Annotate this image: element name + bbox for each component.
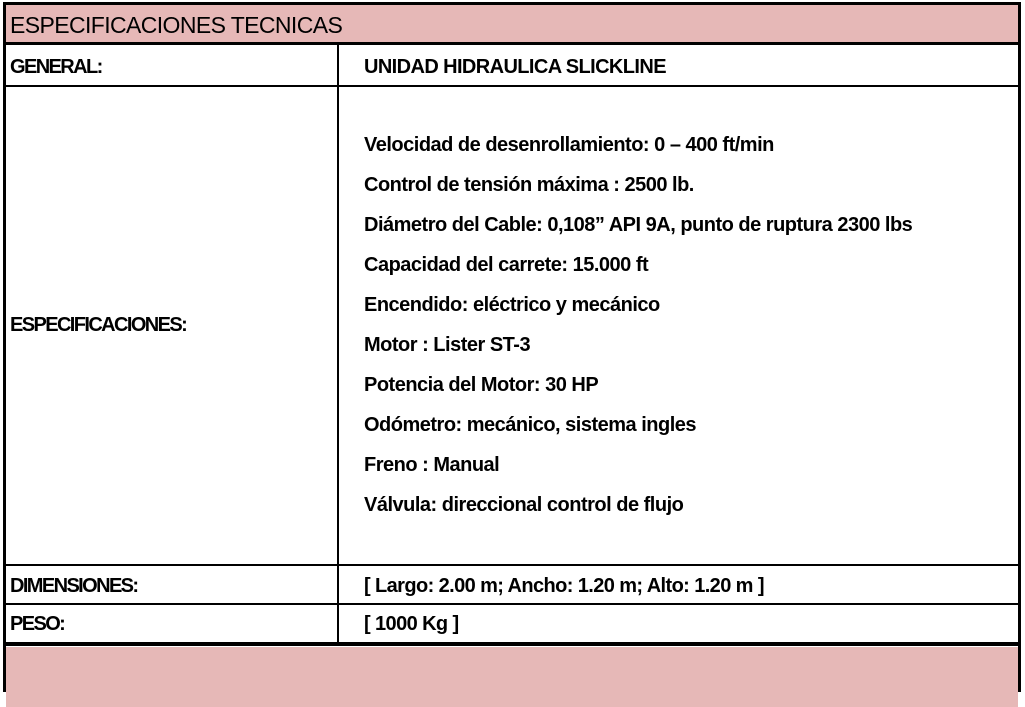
dimensiones-label: DIMENSIONES: — [10, 575, 138, 597]
dimensiones-value: [ Largo: 2.00 m; Ancho: 1.20 m; Alto: 1.20 m ] — [364, 575, 764, 597]
general-label: GENERAL: — [10, 56, 102, 78]
sheet-title: ESPECIFICACIONES TECNICAS — [10, 12, 343, 38]
peso-row — [6, 605, 1018, 643]
dimensiones-row — [6, 566, 1018, 605]
especificaciones-row — [6, 87, 1018, 566]
row-divider-thick — [6, 642, 1018, 646]
general-row — [6, 48, 1018, 87]
general-value: UNIDAD HIDRAULICA SLICKLINE — [364, 56, 666, 78]
spec-item: Potencia del Motor: 30 HP — [364, 374, 599, 396]
peso-value: [ 1000 Kg ] — [364, 613, 459, 635]
spec-item: Odómetro: mecánico, sistema ingles — [364, 414, 696, 436]
title-row — [6, 5, 1018, 45]
spec-item: Freno : Manual — [364, 454, 500, 476]
spec-list — [364, 130, 912, 530]
spec-item: Velocidad de desenrollamiento: 0 – 400 ft/min — [364, 134, 774, 156]
column-divider — [337, 45, 339, 643]
spec-item: Válvula: direccional control de flujo — [364, 494, 684, 516]
spec-item: Control de tensión máxima : 2500 lb. — [364, 174, 694, 196]
footer-row — [6, 647, 1018, 707]
spec-item: Capacidad del carrete: 15.000 ft — [364, 254, 649, 276]
spec-item: Motor : Lister ST-3 — [364, 334, 531, 356]
especificaciones-label: ESPECIFICACIONES: — [10, 314, 187, 336]
peso-label: PESO: — [10, 613, 65, 635]
spec-sheet-table — [3, 2, 1021, 692]
spec-item: Diámetro del Cable: 0,108” API 9A, punto de ruptura 2300 lbs — [364, 214, 913, 236]
spec-item: Encendido: eléctrico y mecánico — [364, 294, 660, 316]
